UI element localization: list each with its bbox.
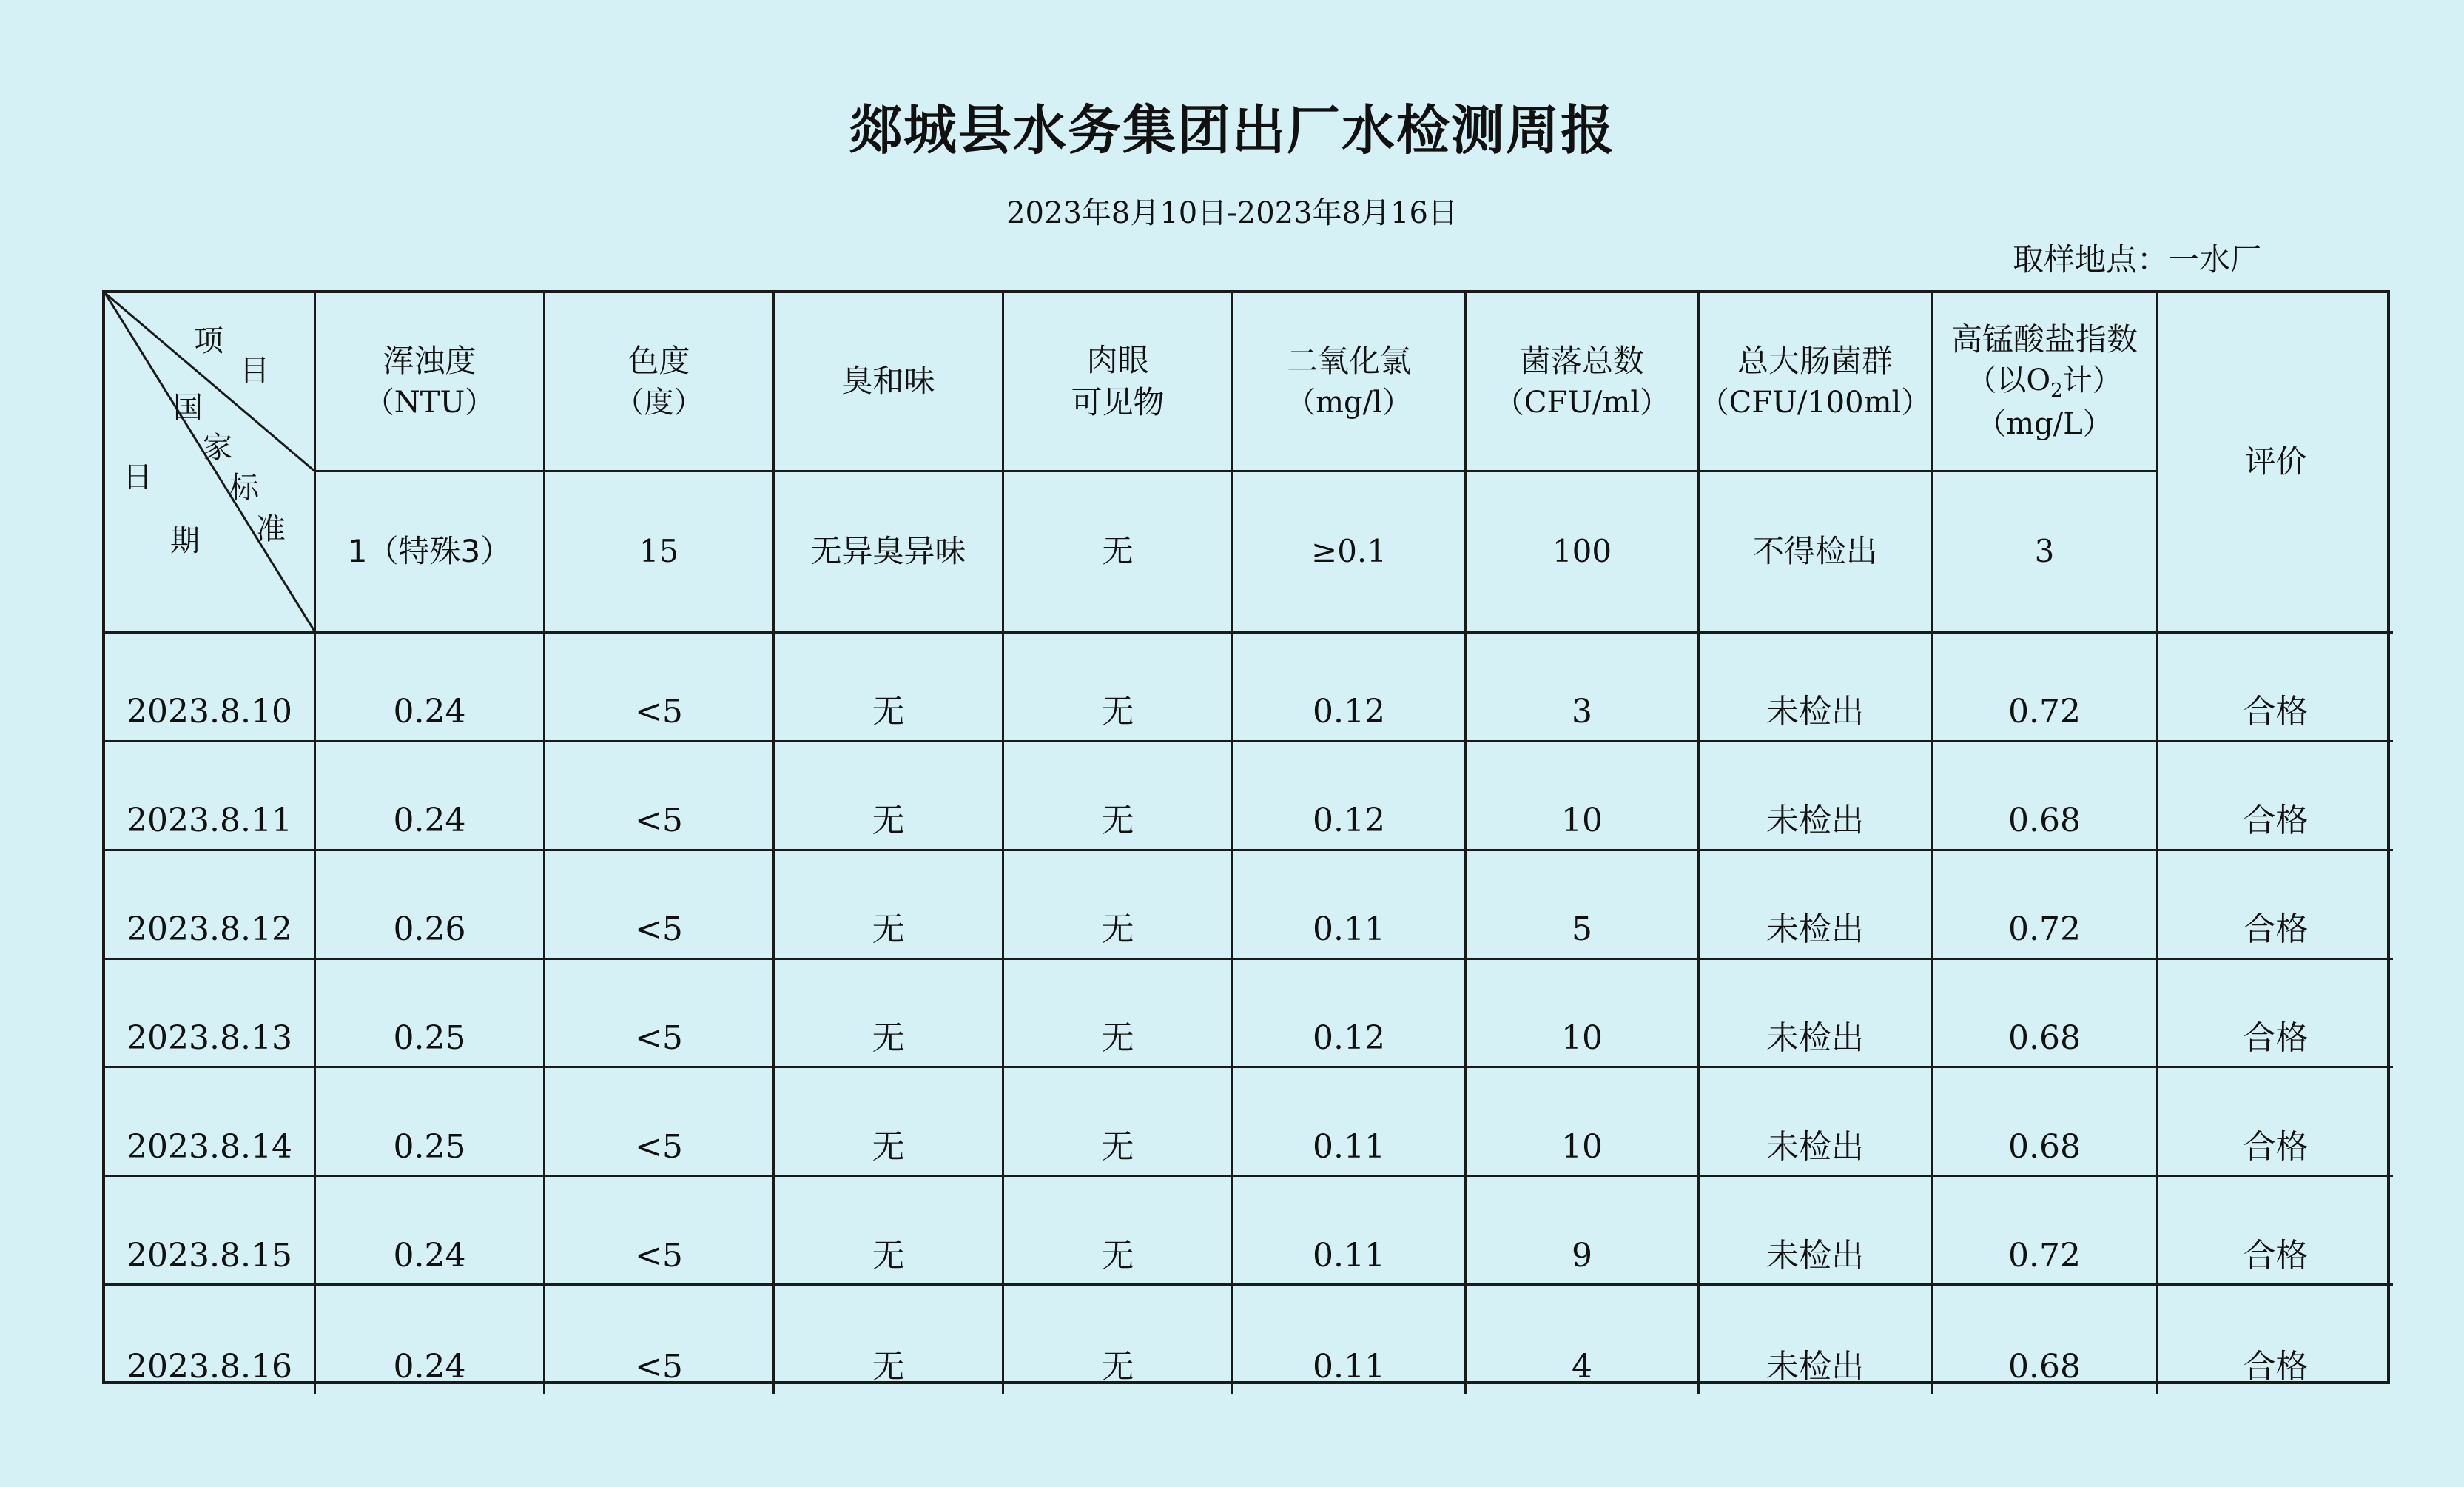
row-value-text: 5 <box>1572 910 1592 949</box>
row-value-text: 3 <box>1572 693 1592 731</box>
row-value <box>316 1286 545 1394</box>
corner-standard-char-3: 标 <box>229 471 259 505</box>
header-cell <box>316 293 545 472</box>
row-value <box>1467 851 1700 960</box>
row-eval-text: 合格 <box>2243 1127 2309 1166</box>
header-name: 肉眼 <box>1086 341 1149 378</box>
row-value <box>1467 1286 1700 1394</box>
row-value-text: 无 <box>872 1236 905 1275</box>
row-value <box>775 960 1004 1069</box>
row-value-text: 10 <box>1561 1127 1603 1166</box>
row-value <box>316 1177 545 1286</box>
header-unit <box>1967 360 2121 404</box>
header-unit-sub: 2 <box>2050 380 2063 403</box>
row-value-text: <5 <box>635 910 683 949</box>
row-eval <box>2158 634 2393 742</box>
row-value <box>545 634 775 742</box>
row-value <box>1004 1068 1233 1177</box>
row-value-text: <5 <box>635 693 683 731</box>
row-value <box>775 742 1004 851</box>
row-eval-text: 合格 <box>2243 693 2309 731</box>
header-cell <box>545 293 775 472</box>
water-quality-table <box>102 290 2390 1384</box>
row-date: 2023.8.16 <box>105 1286 316 1394</box>
row-date: 2023.8.10 <box>105 634 316 742</box>
row-value <box>1933 851 2158 960</box>
row-value <box>1004 1286 1233 1394</box>
row-value-text: 10 <box>1561 802 1603 840</box>
row-value <box>1700 1286 1933 1394</box>
standard-cell: 无异臭异味 <box>775 472 1004 634</box>
header-cell <box>1700 293 1933 472</box>
header-name: 总大肠菌群 <box>1737 343 1893 380</box>
standard-cell: 3 <box>1933 472 2158 634</box>
header-name: 二氧化氯 <box>1286 343 1411 380</box>
row-value <box>1004 1177 1233 1286</box>
row-value <box>316 1068 545 1177</box>
standard-cell: 100 <box>1467 472 1700 634</box>
row-value <box>1233 634 1467 742</box>
standard-cell: 1（特殊3） <box>316 472 545 634</box>
header-cell <box>1233 293 1467 472</box>
row-value-text: 无 <box>872 802 905 840</box>
row-date: 2023.8.14 <box>105 1068 316 1177</box>
row-value <box>316 960 545 1069</box>
row-value-text: 0.25 <box>393 1127 466 1166</box>
row-value-text: 0.68 <box>2008 1019 2081 1058</box>
row-value-text: 0.12 <box>1313 1019 1385 1058</box>
row-value <box>1467 742 1700 851</box>
standard-cell: 15 <box>545 472 775 634</box>
row-value-text: 未检出 <box>1766 1236 1864 1275</box>
row-value <box>1933 1286 2158 1394</box>
table-corner-header <box>105 293 316 634</box>
corner-standard-char-2: 家 <box>203 431 232 465</box>
row-value <box>316 851 545 960</box>
row-eval-text: 合格 <box>2243 910 2309 949</box>
corner-item-char-2: 目 <box>240 354 269 388</box>
row-value <box>775 1068 1004 1177</box>
row-value-text: 0.25 <box>393 1019 466 1058</box>
row-value <box>1004 742 1233 851</box>
row-value-text: 0.72 <box>2008 910 2081 949</box>
row-value-text: 0.72 <box>2008 1236 2081 1275</box>
row-value <box>1233 742 1467 851</box>
report-date-range: 2023年8月10日-2023年8月16日 <box>1006 196 1458 230</box>
row-eval <box>2158 742 2393 851</box>
row-value <box>1933 960 2158 1069</box>
row-value-text: 未检出 <box>1766 693 1864 731</box>
header-unit-2: （mg/L） <box>1976 407 2113 442</box>
corner-date-char-1: 日 <box>123 460 152 494</box>
row-value-text: 无 <box>1101 1127 1134 1166</box>
header-unit-pre: （以O <box>1967 363 2051 398</box>
row-value <box>545 742 775 851</box>
row-value-text: 无 <box>872 1019 905 1058</box>
row-value <box>1700 1068 1933 1177</box>
row-eval-text: 合格 <box>2243 802 2309 840</box>
row-value <box>1233 1068 1467 1177</box>
standard-cell: 不得检出 <box>1700 472 1933 634</box>
row-value-text: 无 <box>872 693 905 731</box>
row-value-text: 0.24 <box>393 1236 466 1275</box>
row-value-text: <5 <box>635 1236 683 1275</box>
row-value <box>1004 851 1233 960</box>
row-value <box>1467 1068 1700 1177</box>
row-value <box>545 960 775 1069</box>
row-value-text: 0.11 <box>1313 1236 1385 1275</box>
row-eval <box>2158 960 2393 1069</box>
row-value-text: 10 <box>1561 1019 1603 1058</box>
row-value-text: 无 <box>872 910 905 949</box>
header-name: 高锰酸盐指数 <box>1950 320 2138 358</box>
row-value-text: 无 <box>1101 910 1134 949</box>
row-date: 2023.8.12 <box>105 851 316 960</box>
row-eval <box>2158 1177 2393 1286</box>
row-value <box>1004 960 1233 1069</box>
row-value-text: 0.24 <box>393 802 466 840</box>
row-value <box>1933 1068 2158 1177</box>
row-value-text: 0.11 <box>1313 1347 1385 1386</box>
row-value-text: 0.24 <box>393 693 466 731</box>
header-cell <box>775 293 1004 472</box>
header-unit: （CFU/100ml） <box>1699 385 1931 420</box>
corner-item-char-1: 项 <box>194 324 223 358</box>
corner-standard-char-1: 国 <box>173 391 203 425</box>
row-value-text: 0.68 <box>2008 1127 2081 1166</box>
row-value <box>545 1177 775 1286</box>
header-unit: （度） <box>614 385 704 420</box>
row-value <box>1700 851 1933 960</box>
header-unit: （mg/l） <box>1286 385 1412 420</box>
row-date: 2023.8.11 <box>105 742 316 851</box>
row-eval <box>2158 1286 2393 1394</box>
row-value <box>1700 960 1933 1069</box>
row-value <box>1933 1177 2158 1286</box>
header-unit: （CFU/ml） <box>1494 385 1670 420</box>
row-value <box>1700 1177 1933 1286</box>
row-value-text: 未检出 <box>1766 802 1864 840</box>
row-eval <box>2158 851 2393 960</box>
row-value <box>545 1068 775 1177</box>
row-value <box>1933 634 2158 742</box>
header-unit-post: 计） <box>2062 363 2122 398</box>
row-value-text: 未检出 <box>1766 910 1864 949</box>
row-value-text: 未检出 <box>1766 1019 1864 1058</box>
header-name: 臭和味 <box>841 363 935 400</box>
sampling-location: 取样地点：一水厂 <box>2013 241 2262 278</box>
report-title: 郯城县水务集团出厂水检测周报 <box>848 99 1615 161</box>
row-value-text: 9 <box>1572 1236 1592 1275</box>
row-value <box>775 1177 1004 1286</box>
row-value-text: 0.26 <box>393 910 466 949</box>
header-name: 色度 <box>627 343 690 380</box>
row-value <box>545 1286 775 1394</box>
corner-date-char-2: 期 <box>170 524 200 558</box>
row-value-text: 0.72 <box>2008 693 2081 731</box>
header-unit: （NTU） <box>364 385 495 420</box>
eval-header: 评价 <box>2158 293 2393 634</box>
row-value-text: 无 <box>1101 1236 1134 1275</box>
header-cell <box>1467 293 1700 472</box>
row-value <box>1700 634 1933 742</box>
row-value <box>775 634 1004 742</box>
row-value-text: 0.12 <box>1313 693 1385 731</box>
row-value-text: 未检出 <box>1766 1347 1864 1386</box>
standard-cell: 无 <box>1004 472 1233 634</box>
row-value-text: 无 <box>1101 1347 1134 1386</box>
row-value-text: 0.68 <box>2008 802 2081 840</box>
header-unit: 可见物 <box>1071 383 1165 420</box>
row-value <box>1467 960 1700 1069</box>
row-value <box>1004 634 1233 742</box>
row-value-text: 0.11 <box>1313 910 1385 949</box>
corner-standard-char-4: 准 <box>256 512 286 546</box>
row-value-text: <5 <box>635 1019 683 1058</box>
row-date: 2023.8.15 <box>105 1177 316 1286</box>
row-value-text: 无 <box>1101 802 1134 840</box>
row-value-text: 无 <box>1101 1019 1134 1058</box>
row-value <box>1700 742 1933 851</box>
row-value-text: <5 <box>635 802 683 840</box>
row-value <box>1233 960 1467 1069</box>
row-date: 2023.8.13 <box>105 960 316 1069</box>
row-value-text: 无 <box>872 1127 905 1166</box>
header-name: 菌落总数 <box>1519 343 1644 380</box>
row-value <box>1233 1286 1467 1394</box>
header-cell <box>1004 293 1233 472</box>
row-value <box>1467 1177 1700 1286</box>
row-value <box>775 1286 1004 1394</box>
row-value <box>1467 634 1700 742</box>
row-value-text: 未检出 <box>1766 1127 1864 1166</box>
row-value-text: 无 <box>1101 693 1134 731</box>
row-value-text: 0.11 <box>1313 1127 1385 1166</box>
row-value <box>1233 1177 1467 1286</box>
row-value <box>545 851 775 960</box>
row-eval <box>2158 1068 2393 1177</box>
row-value <box>316 742 545 851</box>
row-value-text: 0.24 <box>393 1347 466 1386</box>
standard-cell: ≥0.1 <box>1233 472 1467 634</box>
row-value <box>1933 742 2158 851</box>
row-eval-text: 合格 <box>2243 1019 2309 1058</box>
row-eval-text: 合格 <box>2243 1236 2309 1275</box>
row-value <box>775 851 1004 960</box>
row-value-text: 无 <box>872 1347 905 1386</box>
row-value <box>316 634 545 742</box>
row-value-text: <5 <box>635 1127 683 1166</box>
row-value <box>1233 851 1467 960</box>
row-eval-text: 合格 <box>2243 1347 2309 1386</box>
header-cell <box>1933 293 2158 472</box>
row-value-text: 0.12 <box>1313 802 1385 840</box>
row-value-text: <5 <box>635 1347 683 1386</box>
header-name: 浑浊度 <box>383 343 477 380</box>
row-value-text: 0.68 <box>2008 1347 2081 1386</box>
row-value-text: 4 <box>1572 1347 1592 1386</box>
